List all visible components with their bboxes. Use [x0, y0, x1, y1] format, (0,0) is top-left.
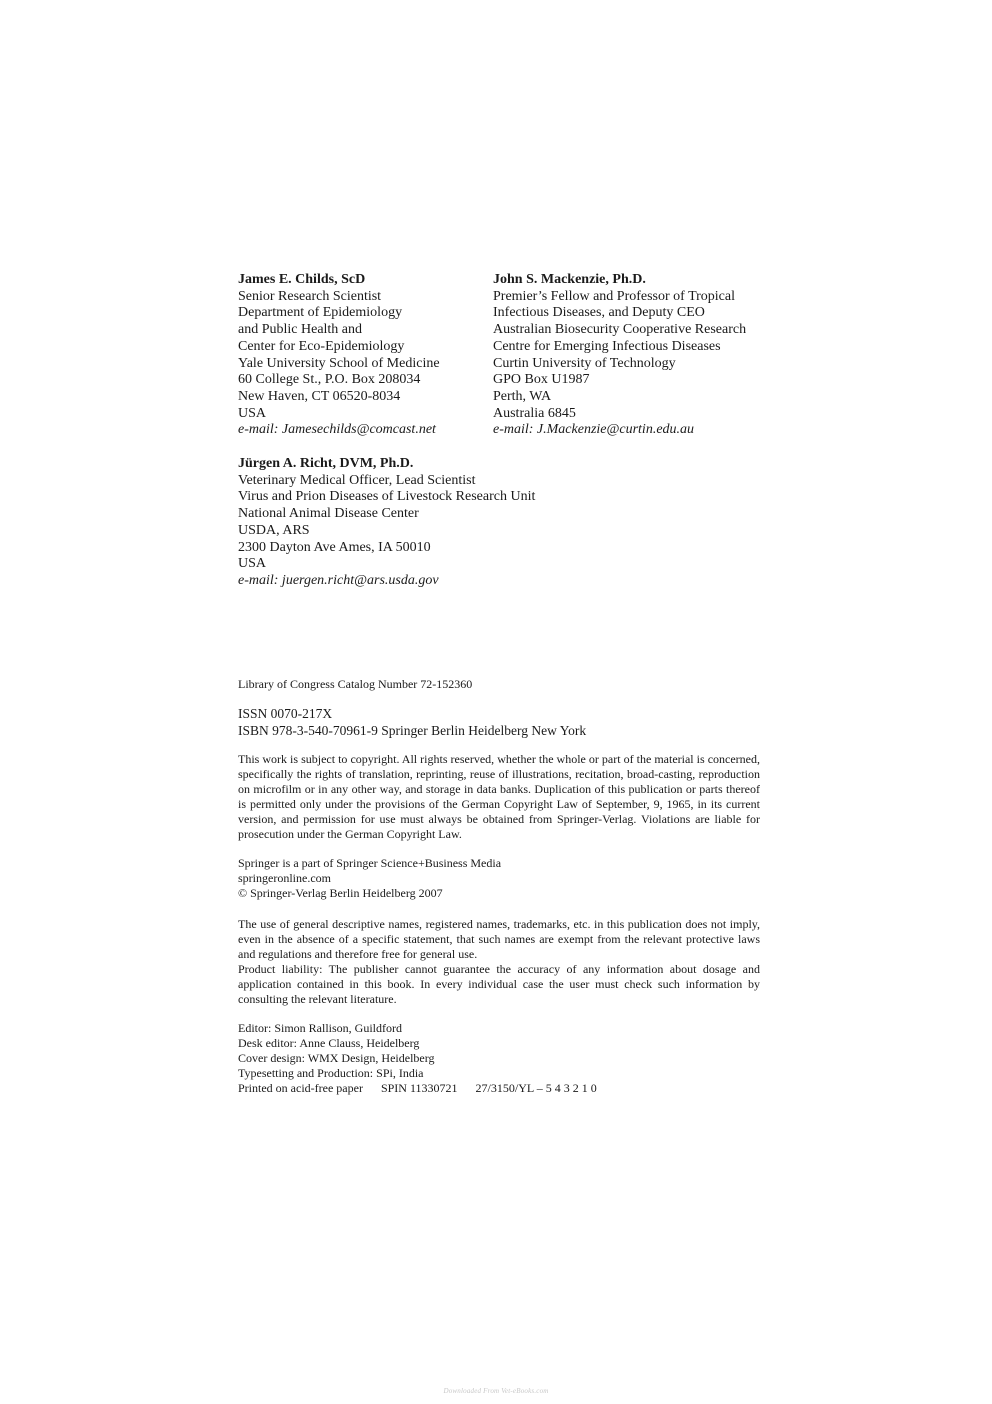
editor-title: Senior Research Scientist [238, 288, 382, 304]
publisher-line: Springer is a part of Springer Science+Business Media [238, 856, 502, 870]
publisher-website: springeronline.com [238, 871, 331, 885]
legal-notices [238, 917, 760, 1007]
editor-address-line: 60 College St., P.O. Box 208034 [238, 372, 421, 388]
editor-address-childs [238, 272, 440, 439]
isbn: ISBN 978-3-540-70961-9 Springer Berlin Heidelberg New York [238, 722, 587, 738]
credit-line: Cover design: WMX Design, Heidelberg [238, 1051, 435, 1065]
editor-affiliation-line: Center for Eco-Epidemiology [238, 338, 405, 354]
copyright-line: © Springer-Verlag Berlin Heidelberg 2007 [238, 886, 443, 900]
issn: ISSN 0070-217X [238, 706, 333, 721]
printing-info [238, 1081, 760, 1096]
credit-line: Typesetting and Production: SPi, India [238, 1066, 424, 1080]
credit-line: Desk editor: Anne Clauss, Heidelberg [238, 1036, 420, 1050]
editor-title: Premier’s Fellow and Professor of Tropical [493, 288, 735, 304]
editor-email: e-mail: juergen.richt@ars.usda.gov [238, 572, 439, 588]
editor-affiliation-line: Centre for Emerging Infectious Diseases [493, 338, 721, 354]
editor-affiliation-line: Curtin University of Technology [493, 355, 676, 371]
editor-country: USA [238, 405, 267, 421]
editor-address-line: 2300 Dayton Ave Ames, IA 50010 [238, 539, 431, 555]
editor-email: e-mail: J.Mackenzie@curtin.edu.au [493, 422, 695, 438]
editor-affiliation-line: Yale University School of Medicine [238, 355, 440, 371]
trademark-notice: The use of general descriptive names, registered names, trademarks, etc. in this publication does not imply, even in the absence of a specific statement, that such names are exempt from the relevant protective laws and regulations and therefore free for general use. [238, 917, 760, 961]
editor-affiliation-line: and Public Health and [238, 322, 363, 338]
publisher-info [238, 856, 760, 901]
editor-address-line: GPO Box U1987 [493, 372, 590, 388]
production-credits [238, 1021, 760, 1096]
download-watermark: Downloaded From Vet-eBooks.com [443, 1387, 549, 1395]
editor-email: e-mail: Jamesechilds@comcast.net [238, 422, 436, 438]
editor-affiliation-line: USDA, ARS [238, 522, 310, 538]
editor-address-line: New Haven, CT 06520-8034 [238, 388, 401, 404]
editor-name: James E. Childs, ScD [238, 272, 366, 287]
editor-title: Infectious Diseases, and Deputy CEO [493, 305, 705, 321]
copyright-notice: This work is subject to copyright. All rights reserved, whether the whole or part of the material is concerned, specifically the rights of translation, reprinting, reuse of illustrations, recitation, broad-casting, reproduction on microfilm or in any other way, and storage in data banks. Duplication of this publication or parts thereof is permitted only under the provisions of the German Copyright Law of September, 9, 1965, in its current version, and permission for use must always be obtained from Springer-Verlag. Violations are liable for prosecution under the German Copyright Law. [238, 752, 760, 841]
paper-note: Printed on acid-free paper [238, 1081, 363, 1095]
editor-affiliation-line: Department of Epidemiology [238, 305, 403, 321]
catalog-number: Library of Congress Catalog Number 72-152360 [238, 677, 473, 691]
editor-affiliation-line: Virus and Prion Diseases of Livestock Research Unit [238, 489, 536, 505]
liability-notice: Product liability: The publisher cannot guarantee the accuracy of any information about dosage and application contained in this book. In every individual case the user must check such information by consulting the relevant literature. [238, 962, 760, 1006]
editor-title: Veterinary Medical Officer, Lead Scientist [238, 472, 476, 488]
editor-address-richt [238, 456, 535, 590]
editor-country: USA [238, 556, 267, 572]
editor-affiliation-line: National Animal Disease Center [238, 506, 419, 522]
print-code: 27/3150/YL – 5 4 3 2 1 0 [475, 1081, 597, 1095]
editor-address-line: Perth, WA [493, 388, 552, 404]
editor-country: Australia 6845 [493, 405, 576, 421]
credit-line: Editor: Simon Rallison, Guildford [238, 1021, 402, 1035]
editor-name: John S. Mackenzie, Ph.D. [493, 272, 646, 287]
isbn-block [238, 706, 760, 739]
editor-affiliation-line: Australian Biosecurity Cooperative Research [493, 322, 747, 338]
editor-name: Jürgen A. Richt, DVM, Ph.D. [238, 456, 414, 471]
editor-address-mackenzie [493, 272, 746, 439]
spin-number: SPIN 11330721 [380, 1081, 458, 1095]
